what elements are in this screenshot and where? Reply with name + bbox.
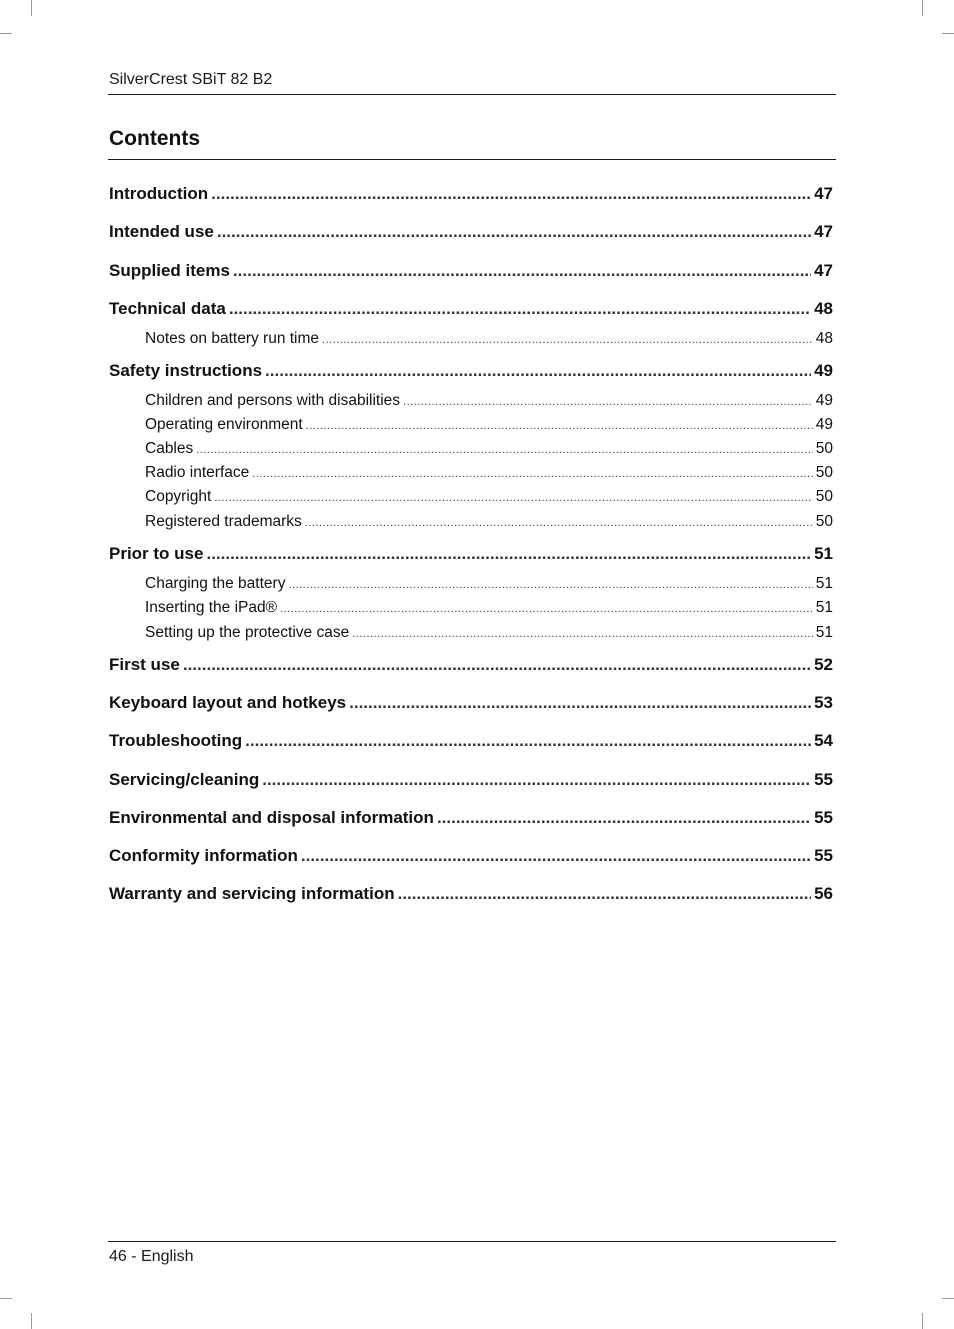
toc-entry-label: Technical data	[109, 299, 226, 318]
dot-leader	[262, 769, 811, 791]
toc-entry-label: Notes on battery run time	[145, 330, 320, 347]
toc-subentry[interactable]	[109, 574, 833, 595]
dot-leader	[403, 391, 813, 412]
toc-entry-label: Setting up the protective case	[145, 624, 350, 641]
crop-mark	[922, 0, 923, 16]
toc-entry-page: 48	[814, 299, 833, 318]
toc-subentry[interactable]	[109, 487, 833, 508]
toc-entry-label: Environmental and disposal information	[109, 808, 434, 827]
toc-entry[interactable]	[109, 298, 833, 320]
toc-entry-label: Troubleshooting	[109, 731, 243, 750]
dot-leader	[288, 574, 812, 595]
toc-entry-page: 50	[815, 488, 833, 505]
crop-mark	[31, 1313, 32, 1329]
toc-entry-page: 47	[814, 261, 833, 280]
crop-mark	[0, 33, 12, 34]
toc-entry[interactable]	[109, 807, 833, 829]
toc-entry-page: 50	[815, 513, 833, 530]
toc-entry-page: 49	[815, 416, 833, 433]
toc-subentry[interactable]	[109, 512, 833, 533]
toc-entry-page: 51	[814, 544, 833, 563]
toc-entry[interactable]	[109, 360, 833, 382]
footer-rule	[108, 1241, 836, 1242]
dot-leader	[437, 807, 811, 829]
dot-leader	[280, 598, 813, 619]
toc-entry-page: 51	[815, 575, 833, 592]
title-rule	[108, 159, 836, 160]
dot-leader	[322, 329, 813, 350]
toc-entry[interactable]	[109, 183, 833, 205]
toc-subentry[interactable]	[109, 623, 833, 644]
toc-entry-page: 48	[815, 330, 833, 347]
dot-leader	[265, 360, 811, 382]
toc-entry[interactable]	[109, 692, 833, 714]
toc-entry-label: First use	[109, 655, 180, 674]
toc-entry-label: Inserting the iPad®	[145, 599, 278, 616]
toc-entry[interactable]	[109, 730, 833, 752]
dot-leader	[233, 260, 811, 282]
toc-entry-label: Introduction	[109, 184, 209, 203]
dot-leader	[183, 654, 811, 676]
toc-entry-label: Servicing/cleaning	[109, 770, 260, 789]
toc-entry-label: Warranty and servicing information	[109, 884, 395, 903]
toc-entry-label: Intended use	[109, 222, 214, 241]
toc-entry[interactable]	[109, 883, 833, 905]
crop-mark	[31, 0, 32, 16]
toc-subentry[interactable]	[109, 598, 833, 619]
running-header: SilverCrest SBiT 82 B2	[109, 71, 273, 88]
dot-leader	[398, 883, 811, 905]
dot-leader	[206, 543, 811, 565]
toc-subentry[interactable]	[109, 463, 833, 484]
crop-mark	[942, 33, 954, 34]
toc-entry-page: 53	[814, 693, 833, 712]
toc-entry[interactable]	[109, 769, 833, 791]
toc-subentry[interactable]	[109, 439, 833, 460]
page-footer: 46 - English	[109, 1248, 194, 1265]
toc-entry-page: 55	[814, 808, 833, 827]
toc-entry-page: 56	[814, 884, 833, 903]
toc-entry-page: 51	[815, 624, 833, 641]
toc-entry-page: 55	[814, 846, 833, 865]
dot-leader	[196, 439, 813, 460]
toc-entry-label: Conformity information	[109, 846, 298, 865]
toc-entry-label: Safety instructions	[109, 361, 263, 380]
dot-leader	[306, 415, 813, 436]
toc-entry[interactable]	[109, 845, 833, 867]
dot-leader	[211, 183, 811, 205]
toc-subentry[interactable]	[109, 391, 833, 412]
crop-mark	[922, 1313, 923, 1329]
toc-entry-label: Cables	[145, 440, 194, 457]
dot-leader	[214, 487, 812, 508]
toc-entry-label: Supplied items	[109, 261, 230, 280]
dot-leader	[252, 463, 812, 484]
toc-entry-page: 55	[814, 770, 833, 789]
crop-mark	[942, 1298, 954, 1299]
toc-entry-label: Keyboard layout and hotkeys	[109, 693, 347, 712]
toc-entry-label: Operating environment	[145, 416, 303, 433]
toc-subentry[interactable]	[109, 329, 833, 350]
toc-entry-label: Radio interface	[145, 464, 250, 481]
toc-entry-label: Children and persons with disabilities	[145, 392, 401, 409]
toc-entry-page: 50	[815, 440, 833, 457]
dot-leader	[245, 730, 811, 752]
toc-entry-label: Prior to use	[109, 544, 204, 563]
toc-entry[interactable]	[109, 260, 833, 282]
dot-leader	[229, 298, 811, 320]
toc-entry-page: 49	[815, 392, 833, 409]
toc-entry-page: 50	[815, 464, 833, 481]
toc-entry-page: 54	[814, 731, 833, 750]
toc-entry-page: 47	[814, 222, 833, 241]
toc-entry-page: 51	[815, 599, 833, 616]
toc-entry-label: Copyright	[145, 488, 212, 505]
toc-entry-page: 52	[814, 655, 833, 674]
toc-subentry[interactable]	[109, 415, 833, 436]
toc-entry[interactable]	[109, 543, 833, 565]
dot-leader	[349, 692, 811, 714]
header-rule	[108, 94, 836, 95]
toc-entry-label: Charging the battery	[145, 575, 286, 592]
toc-entry-label: Registered trademarks	[145, 513, 302, 530]
toc-entry-page: 47	[814, 184, 833, 203]
dot-leader	[305, 512, 813, 533]
dot-leader	[301, 845, 811, 867]
crop-mark	[0, 1298, 12, 1299]
toc-entry-page: 49	[814, 361, 833, 380]
toc-entry[interactable]	[109, 221, 833, 243]
dot-leader	[352, 623, 813, 644]
page-title: Contents	[109, 127, 200, 150]
dot-leader	[217, 221, 811, 243]
toc-entry[interactable]	[109, 654, 833, 676]
